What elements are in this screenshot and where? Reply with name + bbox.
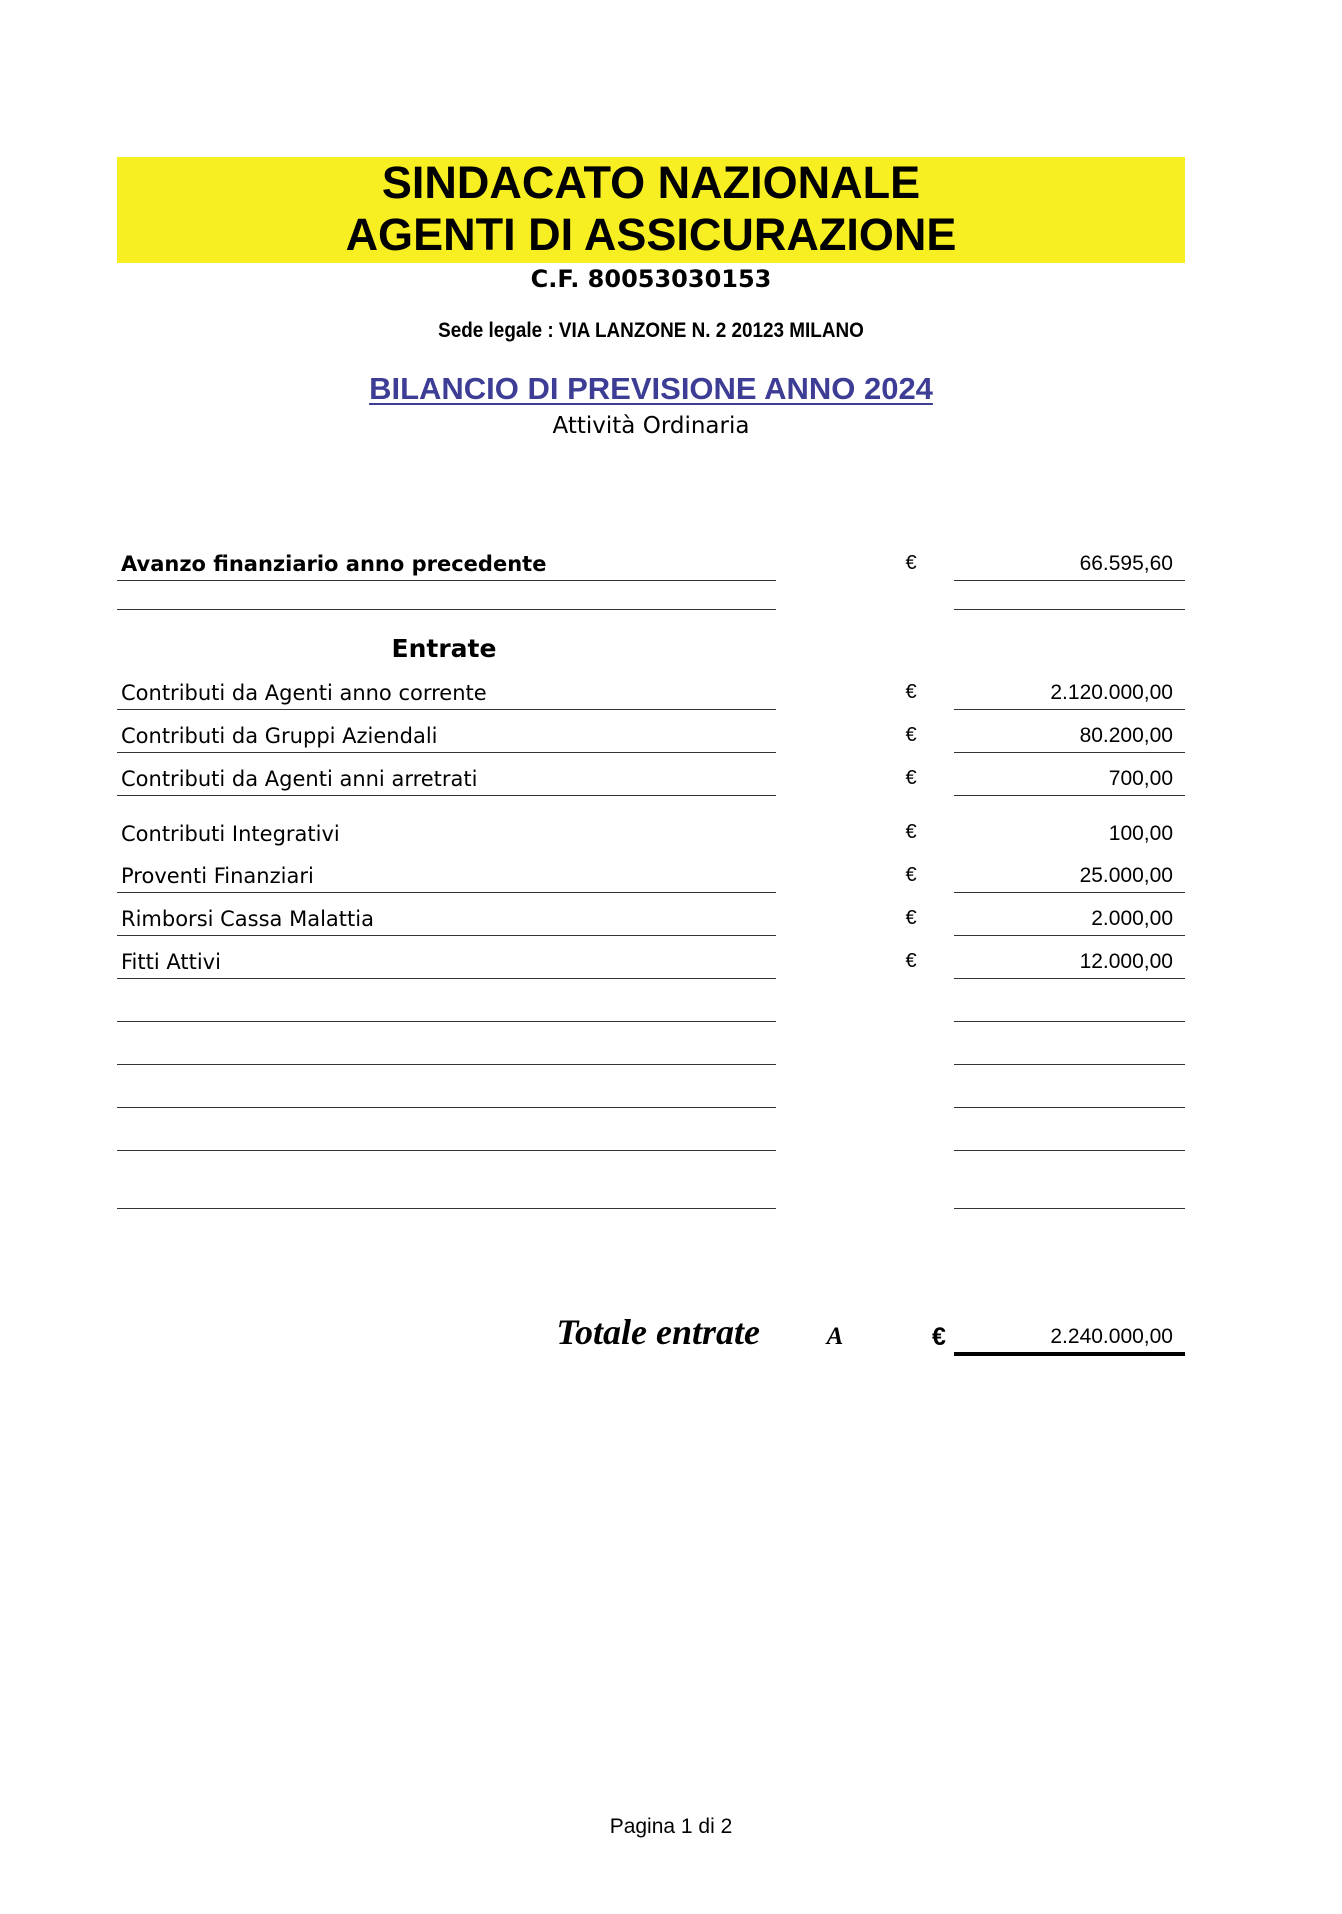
total-currency: € — [932, 1323, 946, 1351]
carryover-amount: 66.595,60 — [1079, 552, 1173, 575]
income-row-amount-cell — [954, 946, 1185, 979]
total-label: Totale entrate — [556, 1312, 760, 1352]
income-row-amount: 2.000,00 — [1091, 907, 1173, 930]
income-row-amount-cell — [954, 677, 1185, 710]
document-title — [117, 370, 1185, 408]
empty-label-row — [117, 1118, 776, 1151]
carryover-label: Avanzo finanziario anno precedente — [121, 552, 547, 576]
income-row-amount: 100,00 — [1108, 822, 1173, 845]
total-amount-cell — [954, 1318, 1185, 1356]
org-name-line1: SINDACATO NAZIONALE — [381, 157, 921, 208]
empty-label-row — [117, 1032, 776, 1065]
income-row-label: Proventi Finanziari — [121, 864, 314, 888]
income-row-currency: € — [905, 907, 917, 929]
total-letter: A — [826, 1323, 844, 1350]
income-row-currency: € — [905, 821, 917, 843]
income-row-label-cell — [117, 720, 776, 753]
income-row-label: Contributi da Agenti anno corrente — [121, 681, 487, 705]
empty-value-row — [954, 1118, 1185, 1151]
total-amount: 2.240.000,00 — [1050, 1325, 1173, 1348]
income-row-amount-cell — [954, 720, 1185, 753]
income-row-label: Fitti Attivi — [121, 950, 221, 974]
empty-label-row — [117, 1176, 776, 1209]
income-row-label-cell — [117, 677, 776, 710]
income-row-currency: € — [905, 950, 917, 972]
income-row-currency: € — [905, 724, 917, 746]
org-name-line2: AGENTI DI ASSICURAZIONE — [345, 209, 957, 260]
income-row-amount: 12.000,00 — [1079, 950, 1173, 973]
registered-address: Sede legale : VIA LANZONE N. 2 20123 MILANO — [438, 319, 864, 342]
empty-value-row — [954, 1075, 1185, 1108]
income-row-amount-cell — [954, 860, 1185, 893]
income-heading: Entrate — [391, 634, 497, 663]
fiscal-code: C.F. 80053030153 — [530, 265, 772, 293]
income-row-label-cell — [117, 763, 776, 796]
income-row-label-cell — [117, 903, 776, 936]
income-row-label-cell — [117, 817, 776, 850]
income-row-currency: € — [905, 864, 917, 886]
page-number: Pagina 1 di 2 — [609, 1815, 733, 1838]
empty-value-row — [954, 989, 1185, 1022]
income-row-currency: € — [905, 681, 917, 703]
empty-value-row — [954, 1176, 1185, 1209]
empty-value-row — [954, 577, 1185, 610]
income-row-label: Contributi da Gruppi Aziendali — [121, 724, 438, 748]
income-row-amount-cell — [954, 763, 1185, 796]
empty-label-row — [117, 577, 776, 610]
empty-label-row — [117, 989, 776, 1022]
income-row-label-cell — [117, 860, 776, 893]
empty-value-row — [954, 1032, 1185, 1065]
income-row-label-cell — [117, 946, 776, 979]
income-row-amount-cell — [954, 903, 1185, 936]
income-row-amount-cell — [954, 817, 1185, 850]
income-row-amount: 25.000,00 — [1079, 864, 1173, 887]
income-row-amount: 2.120.000,00 — [1050, 681, 1173, 704]
carryover-currency: € — [905, 552, 917, 574]
income-row-amount: 700,00 — [1108, 767, 1173, 790]
document-title-text: BILANCIO DI PREVISIONE ANNO 2024 — [369, 371, 933, 406]
document-subtitle: Attività Ordinaria — [552, 413, 750, 439]
income-row-currency: € — [905, 767, 917, 789]
empty-label-row — [117, 1075, 776, 1108]
income-row-label: Contributi Integrativi — [121, 822, 340, 846]
income-row-label: Rimborsi Cassa Malattia — [121, 907, 374, 931]
income-row-label: Contributi da Agenti anni arretrati — [121, 767, 478, 791]
income-row-amount: 80.200,00 — [1079, 724, 1173, 747]
